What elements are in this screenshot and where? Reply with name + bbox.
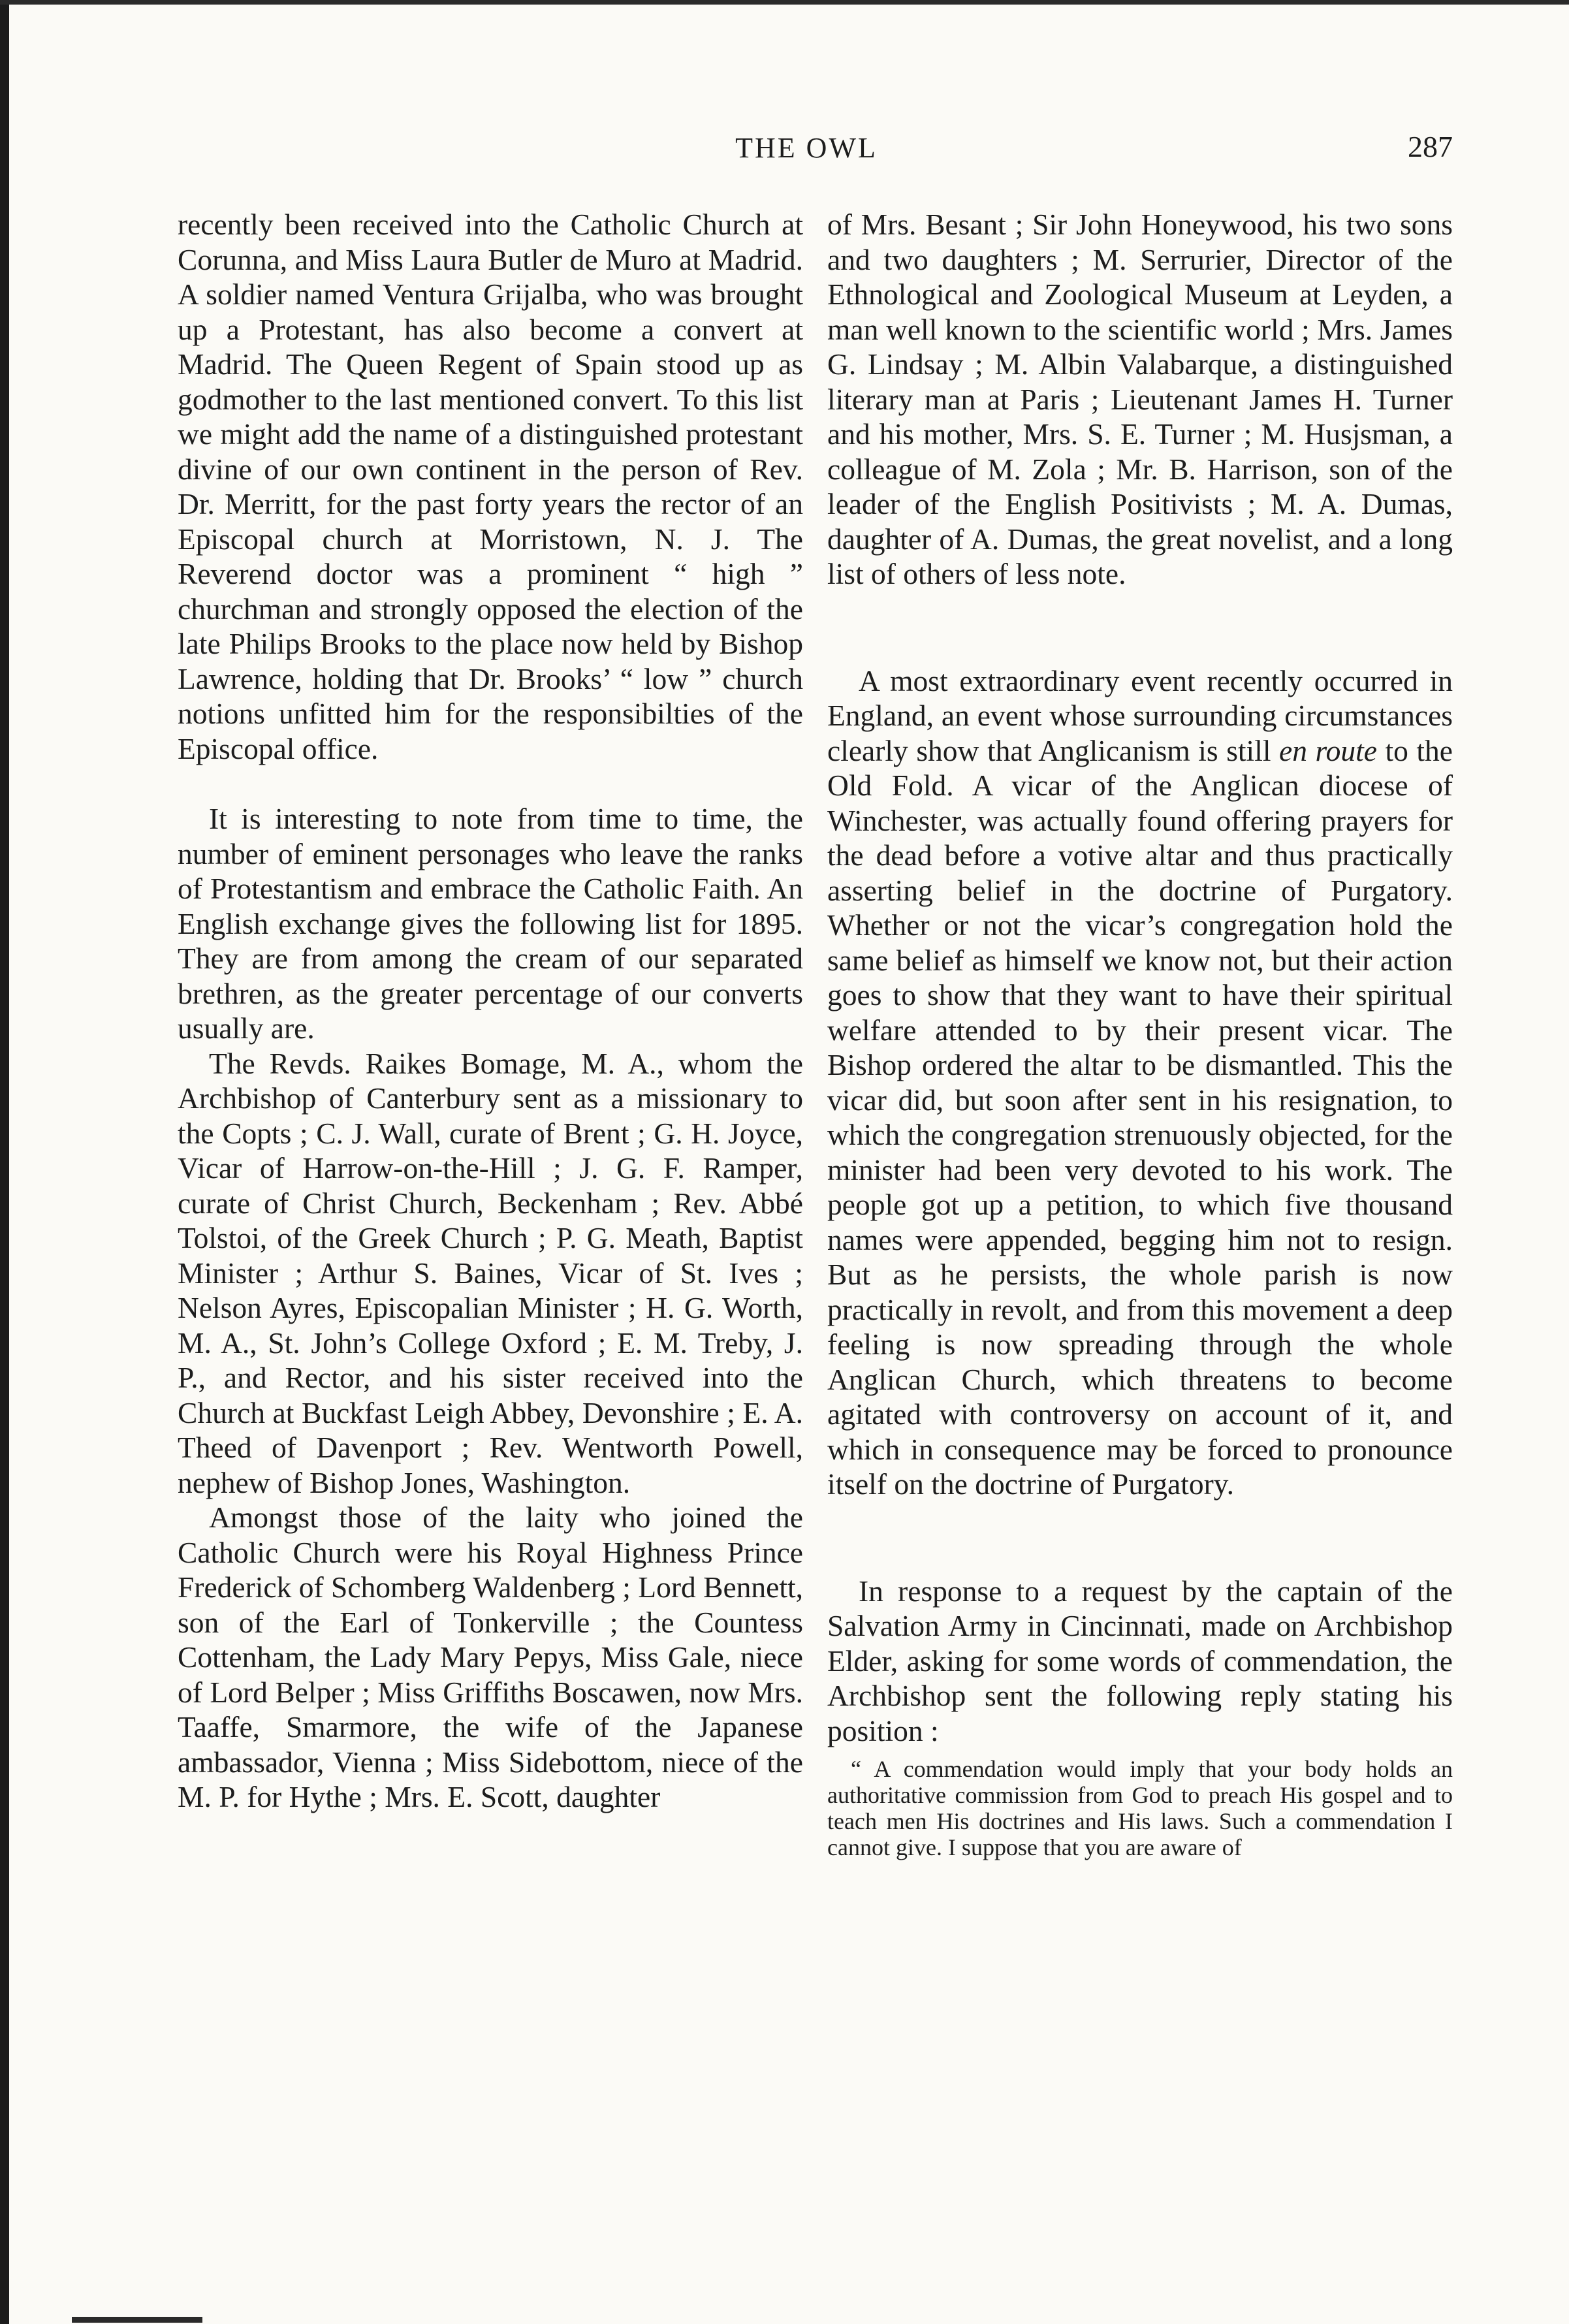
page-edge-left xyxy=(0,0,9,2324)
block-quote: “ A commendation would imply that your body holds an authoritative commission from God to preach His gospel and to teach men His doctrines and His laws. Such a commendation I cannot give. I suppose that you are aware of xyxy=(827,1756,1453,1860)
left-paragraph-4: Amongst those of the laity who joined the Catholic Church were his Royal Highness Prince Frederick of Schomberg Waldenberg ; Lord Bennett, son of the Earl of Tonkerville ; the Countess Cottenham, the Lady Mary Pepys, Miss Gale, niece of Lord Belper ; Miss Griffiths Boscawen, now Mrs. Taaffe, Smarmore, the wife of the Japanese ambassador, Vienna ; Miss Sidebottom, niece of the M. P. for Hythe ; Mrs. E. Scott, daughter xyxy=(178,1501,803,1813)
running-title: THE OWL xyxy=(735,132,878,164)
left-paragraph-3: The Revds. Raikes Bomage, M. A., whom the Archbishop of Canterbury sent as a missionary to the Copts ; C. J. Wall, curate of Brent ; G. H. Joyce, Vicar of Harrow-on-the-Hill ; J. G. F. Ramper, curate of Christ Church, Beckenham ; Rev. Abbé Tolstoi, of the Greek Church ; P. G. Meath, Baptist Minister ; Arthur S. Baines, Vicar of St. Ives ; Nelson Ayres, Episcopalian Minister ; H. G. Worth, M. A., St. John’s College Oxford ; E. M. Treby, J. P., and Rector, and his sister received into the Church at Buckfast Leigh Abbey, Devonshire ; E. A. Theed of Davenport ; Rev. Wentworth Powell, nephew of Bishop Jones, Washington. xyxy=(178,1046,803,1499)
left-column xyxy=(178,207,803,1815)
page-edge-top xyxy=(0,0,1569,5)
left-paragraph-1: recently been received into the Catholic Church at Corunna, and Miss Laura Butler de Muro at Madrid. A soldier named Ventura Grijalba, who was brought up a Protestant, has also become a convert at Madrid. The Queen Regent of Spain stood up as godmother to the last mentioned convert. To this list we might add the name of a distinguished protestant divine of our own continent in the person of Rev. Dr. Merritt, for the past forty years the rector of an Episcopal church at Morristown, N. J. The Reverend doctor was a prominent “ high ” churchman and strongly opposed the election of the late Philips Brooks to the place now held by Bishop Lawrence, holding that Dr. Brooks’ “ low ” church notions unfitted him for the responsibilties of the Episcopal office. xyxy=(178,208,803,765)
right-paragraph-2-start: A most extraordinary event recently occurred in England, an event whose surrounding circumstances clearly show that Anglicanism is still xyxy=(827,663,1453,767)
right-paragraph-1: of Mrs. Besant ; Sir John Honeywood, his two sons and two daughters ; M. Serrurier, Director of the Ethnological and Zoological Museum at Leyden, a man well known to the scientific world ; Mrs. James G. Lindsay ; M. Albin Valabarque, a distinguished literary man at Paris ; Lieutenant James H. Turner and his mother, Mrs. S. E. Turner ; M. Husjsman, a colleague of M. Zola ; Mr. B. Harrison, son of the leader of the English Positivists ; M. A. Dumas, daughter of A. Dumas, the great novelist, and a long list of others of less note. xyxy=(827,208,1453,590)
page-number: 287 xyxy=(1408,130,1453,163)
page-edge-bottom xyxy=(72,2317,202,2323)
left-paragraph-2: It is interesting to note from time to time, the number of eminent personages who leave the ranks of Protestantism and embrace the Catholic Faith. An English exchange gives the following list for 1895. They are from among the cream of our separated brethren, as the greater percentage of our converts usually are. xyxy=(178,802,803,1045)
italic-phrase: en route xyxy=(1279,733,1377,767)
right-paragraph-3: In response to a request by the captain of the Salvation Army in Cincinnati, made on Archbishop Elder, asking for some words of commendation, the Archbishop sent the following reply stating his position : xyxy=(827,1574,1453,1747)
right-paragraph-2 xyxy=(827,663,1453,1502)
right-paragraph-2-end: to the Old Fold. A vicar of the Anglican diocese of Winchester, was actually found offering prayers for the dead before a votive altar and thus practically asserting belief in the doctrine of Purgatory. Whether or not the vicar’s congregation hold the same belief as himself we know not, but their action goes to show that they want to have their spiritual welfare attended to by their present vicar. The Bishop ordered the altar to be dismantled. This the vicar did, but soon after sent in his resignation, to which the congregation strenuously objected, for the minister had been very devoted to his work. The people got up a petition, to which five thousand names were appended, begging him not to resign. But as he persists, the whole parish is now practically in revolt, and from this movement a deep feeling is now spreading through the whole Anglican Church, which threatens to become agitated with controversy on account of it, and which in consequence may be forced to pronounce itself on the doctrine of Purgatory. xyxy=(827,733,1453,1501)
right-column xyxy=(827,207,1453,1860)
